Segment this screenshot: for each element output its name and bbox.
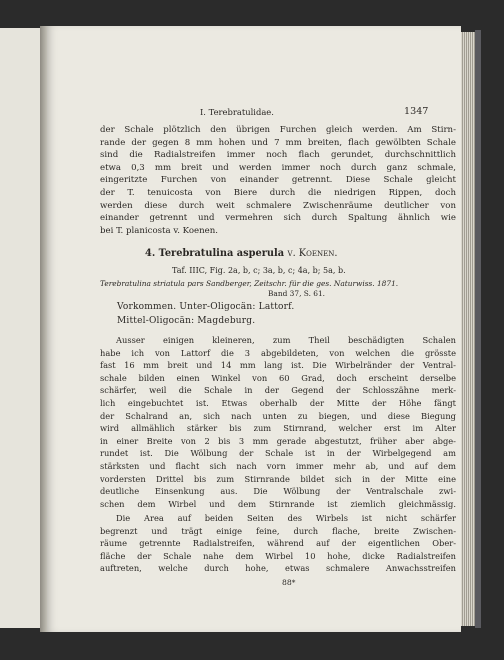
signature-mark: 88* [282, 578, 296, 587]
running-header: I. Terebratulidae. [200, 107, 274, 117]
text-line: deutliche Einsenkung aus. Die Wölbung der Ventralschale zwi- [100, 486, 456, 497]
text-line: rundet ist. Die Wölbung der Schale ist in der Wirbelgegend am [100, 448, 456, 459]
book-cover-edge [475, 30, 481, 628]
text-line: schen dem Wirbel und dem Stirnrande ist ziemlich gleichmässig. [100, 498, 456, 509]
species-author: v. Koenen. [287, 248, 338, 259]
text-line: sind die Radialstreifen immer noch flach gerundet, durchschnittlich [100, 150, 456, 161]
text-line: wird allmählich stärker bis zum Stirnrand, welcher erst im Alter [100, 423, 456, 434]
page-stack-edge [461, 32, 475, 626]
text-line: lich eingebuchtet ist. Etwas oberhalb der Mitte der Höhe fängt [100, 397, 456, 408]
text-line: fast 16 mm breit und 14 mm lang ist. Die Wirbelränder der Ventral- [100, 360, 456, 371]
literature-reference [100, 279, 456, 299]
text-line: vordersten Drittel bis zum Stirnrande bildet sich in der Mitte eine [100, 473, 456, 484]
paragraph-1 [100, 124, 456, 237]
text-line: der Schalrand an, sich nach unten zu biegen, und diese Biegung [100, 410, 456, 421]
text-line: schärfer, weil die Schale in der Gegend der Schlosszähne merk- [100, 385, 456, 396]
text-line: eingeritzte Furchen von einander getrennt. Diese Schale gleicht [100, 175, 456, 186]
text-line: Ausser einigen kleineren, zum Theil beschädigten Schalen [116, 335, 456, 345]
text-line: schale bilden einen Winkel von 60 Grad, doch erscheint derselbe [100, 372, 456, 383]
plate-reference: Taf. IIIC, Fig. 2a, b, c; 3a, b, c; 4a, b; 5a, b. [172, 266, 346, 275]
text-line: begrenzt und trägt einige feine, durch flache, breite Zwischen- [100, 525, 456, 536]
species-name: Terebratulina asperula [158, 248, 285, 259]
paragraph-3 [100, 512, 456, 575]
reference-line: Band 37, S. 61. [268, 289, 326, 298]
text-line: auftreten, welche durch hohe, etwas schmalere Anwachsstreifen [100, 563, 456, 574]
page-number: 1347 [404, 106, 429, 117]
left-page-edge [0, 28, 43, 628]
species-heading [145, 248, 337, 259]
text-line: einander getrennt und vermehren sich durch Spaltung ähnlich wie [100, 213, 456, 224]
text-line: räume getrennte Radialstreifen, während auf der eigentlichen Ober- [100, 538, 456, 549]
text-line: in einer Breite von 2 bis 3 mm gerade abgestutzt, früher aber abge- [100, 435, 456, 446]
reference-line: Terebratulina striatula pars Sandberger, Zeitschr. für die ges. Naturwiss. 1871. [100, 279, 399, 288]
text-line: stärksten und flacht sich nach vorn immer mehr ab, und auf dem [100, 460, 456, 471]
text-line: etwa 0,3 mm breit und werden immer noch durch ganz schmale, [100, 162, 456, 173]
occurrence-line: Mittel-Oligocän: Magdeburg. [117, 316, 256, 326]
species-number: 4. [145, 248, 156, 259]
text-line: werden diese durch weit schmalere Zwischenräume deutlicher von [100, 200, 456, 211]
text-line: der T. tenuicosta von Biere durch die niedrigen Rippen, doch [100, 187, 456, 198]
text-line: habe ich von Lattorf die 3 abgebildeten, von welchen die grösste [100, 347, 456, 358]
text-line: rande der gegen 8 mm hohen und 7 mm breiten, flach gewölbten Schale [100, 137, 456, 148]
paragraph-2 [100, 334, 456, 510]
text-line: der Schale plötzlich den übrigen Furchen gleich werden. Am Stirn- [100, 125, 456, 135]
text-line: Die Area auf beiden Seiten des Wirbels ist nicht schärfer [116, 513, 456, 523]
text-line: bei T. planicosta v. Koenen. [100, 225, 218, 236]
text-line: fläche der Schale nahe dem Wirbel 10 hohe, dicke Radialstreifen [100, 550, 456, 561]
occurrence-line: Vorkommen. Unter-Oligocän: Lattorf. [117, 302, 295, 312]
